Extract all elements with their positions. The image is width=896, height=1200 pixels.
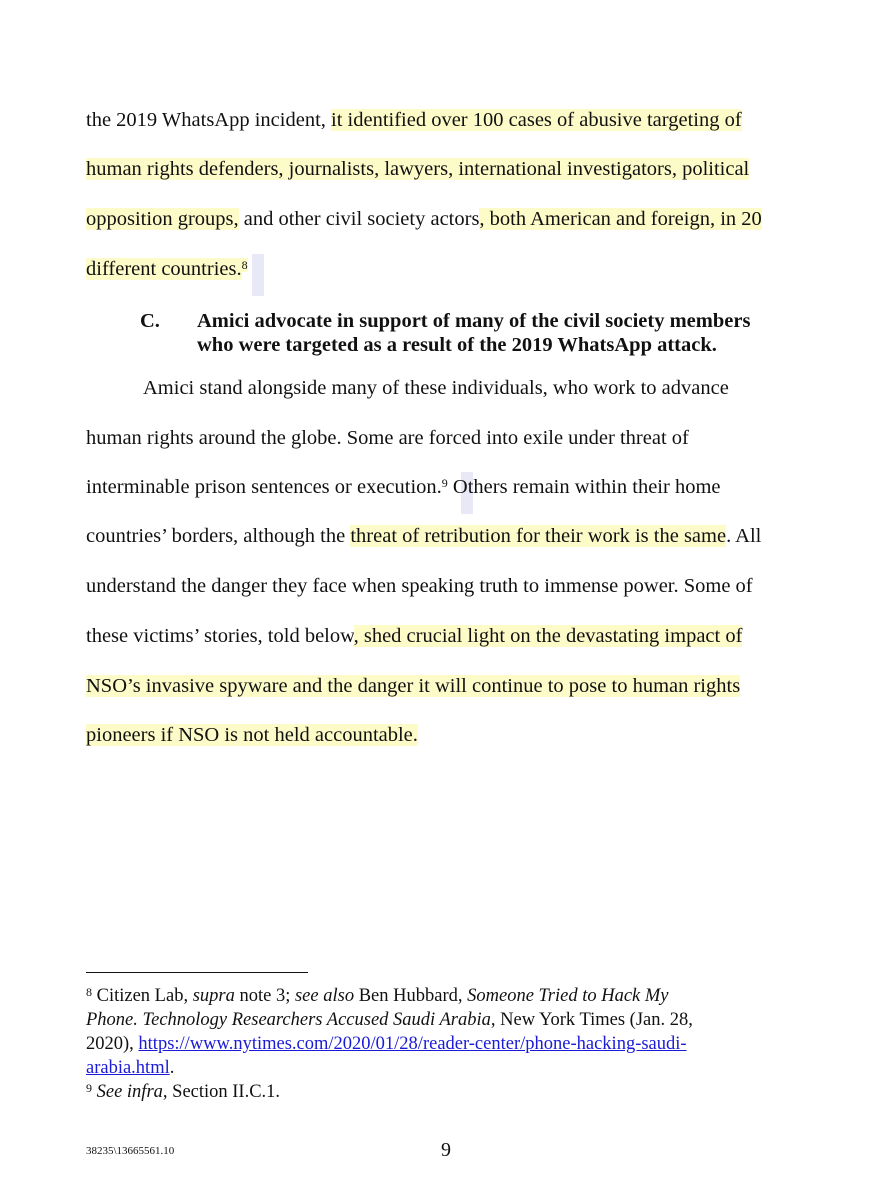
- italic-text: Phone. Technology Researchers Accused Saudi Arabia: [86, 1010, 491, 1030]
- text-run: these victims’ stories, told below: [86, 625, 354, 647]
- body-line: [86, 572, 753, 600]
- text-run: , Section II.C.1.: [162, 1082, 281, 1102]
- body-line: [86, 622, 742, 650]
- highlighted-text: human rights defenders, journalists, lawyers, international investigators, political: [86, 158, 750, 180]
- highlighted-text: , shed crucial light on the devastating impact of: [353, 625, 743, 647]
- body-line: [86, 205, 762, 233]
- text-run: .: [169, 1058, 175, 1078]
- body-line: [86, 255, 248, 283]
- text-run: Others remain within their home: [447, 476, 721, 498]
- text-run: 2020),: [86, 1034, 139, 1054]
- footnote-9-line: [86, 1081, 280, 1104]
- body-line: [86, 473, 721, 501]
- text-run: interminable prison sentences or execution.: [86, 476, 442, 498]
- highlighted-text: it identified over 100 cases of abusive targeting of: [331, 109, 742, 131]
- document-id: 38235\13665561.10: [86, 1145, 175, 1157]
- highlighted-text: threat of retribution for their work is the same: [350, 525, 727, 547]
- footnote-ref-8[interactable]: 8: [241, 258, 248, 272]
- italic-text: supra: [192, 986, 235, 1006]
- body-line: [143, 374, 729, 402]
- footnote-8-line: [86, 1057, 174, 1080]
- nytimes-link[interactable]: arabia.html: [86, 1058, 170, 1078]
- footnote-8-line: [86, 985, 669, 1008]
- footnote-number: 8: [86, 985, 92, 999]
- text-run: . All: [726, 525, 762, 547]
- footnote-8-line: [86, 1033, 687, 1056]
- section-title-line: who were targeted as a result of the 2019 WhatsApp attack.: [197, 334, 717, 356]
- text-run: the 2019 WhatsApp incident,: [86, 109, 332, 131]
- body-line: [86, 721, 418, 749]
- italic-text: See infra: [92, 1082, 163, 1102]
- footnote-separator: [86, 972, 308, 973]
- text-run: and other civil society actors: [238, 208, 480, 230]
- text-run: Amici stand alongside many of these individuals, who work to advance: [143, 377, 729, 399]
- text-run: , New York Times (Jan. 28,: [490, 1010, 693, 1030]
- highlighted-text: , both American and foreign, in 20: [479, 208, 762, 230]
- body-line: [86, 106, 742, 134]
- text-run: human rights around the globe. Some are forced into exile under threat of: [86, 427, 689, 449]
- body-line: [86, 155, 749, 183]
- section-title-line: Amici advocate in support of many of the civil society members: [197, 310, 751, 332]
- italic-text: see also: [294, 986, 355, 1006]
- footnote-8-line: [86, 1009, 693, 1032]
- text-run: Citizen Lab,: [92, 986, 193, 1006]
- nytimes-link[interactable]: https://www.nytimes.com/2020/01/28/reader-center/phone-hacking-saudi-: [138, 1034, 687, 1054]
- highlighted-text: pioneers if NSO is not held accountable.: [86, 724, 418, 746]
- footnote-number: 9: [86, 1081, 92, 1095]
- highlight-bar: [252, 254, 264, 296]
- highlighted-text: opposition groups,: [86, 208, 239, 230]
- footnote-ref-9[interactable]: 9: [441, 476, 448, 490]
- text-run: countries’ borders, although the: [86, 525, 351, 547]
- body-line: [86, 522, 761, 550]
- text-run: Ben Hubbard,: [354, 986, 468, 1006]
- page-number: 9: [441, 1139, 451, 1161]
- highlighted-text: different countries.: [86, 258, 242, 280]
- section-label: C.: [140, 310, 160, 332]
- body-line: [86, 672, 740, 700]
- body-line: [86, 424, 689, 452]
- text-run: note 3;: [234, 986, 295, 1006]
- text-run: understand the danger they face when speaking truth to immense power. Some of: [86, 575, 753, 597]
- italic-text: Someone Tried to Hack My: [467, 986, 669, 1006]
- highlighted-text: NSO’s invasive spyware and the danger it will continue to pose to human rights: [86, 675, 741, 697]
